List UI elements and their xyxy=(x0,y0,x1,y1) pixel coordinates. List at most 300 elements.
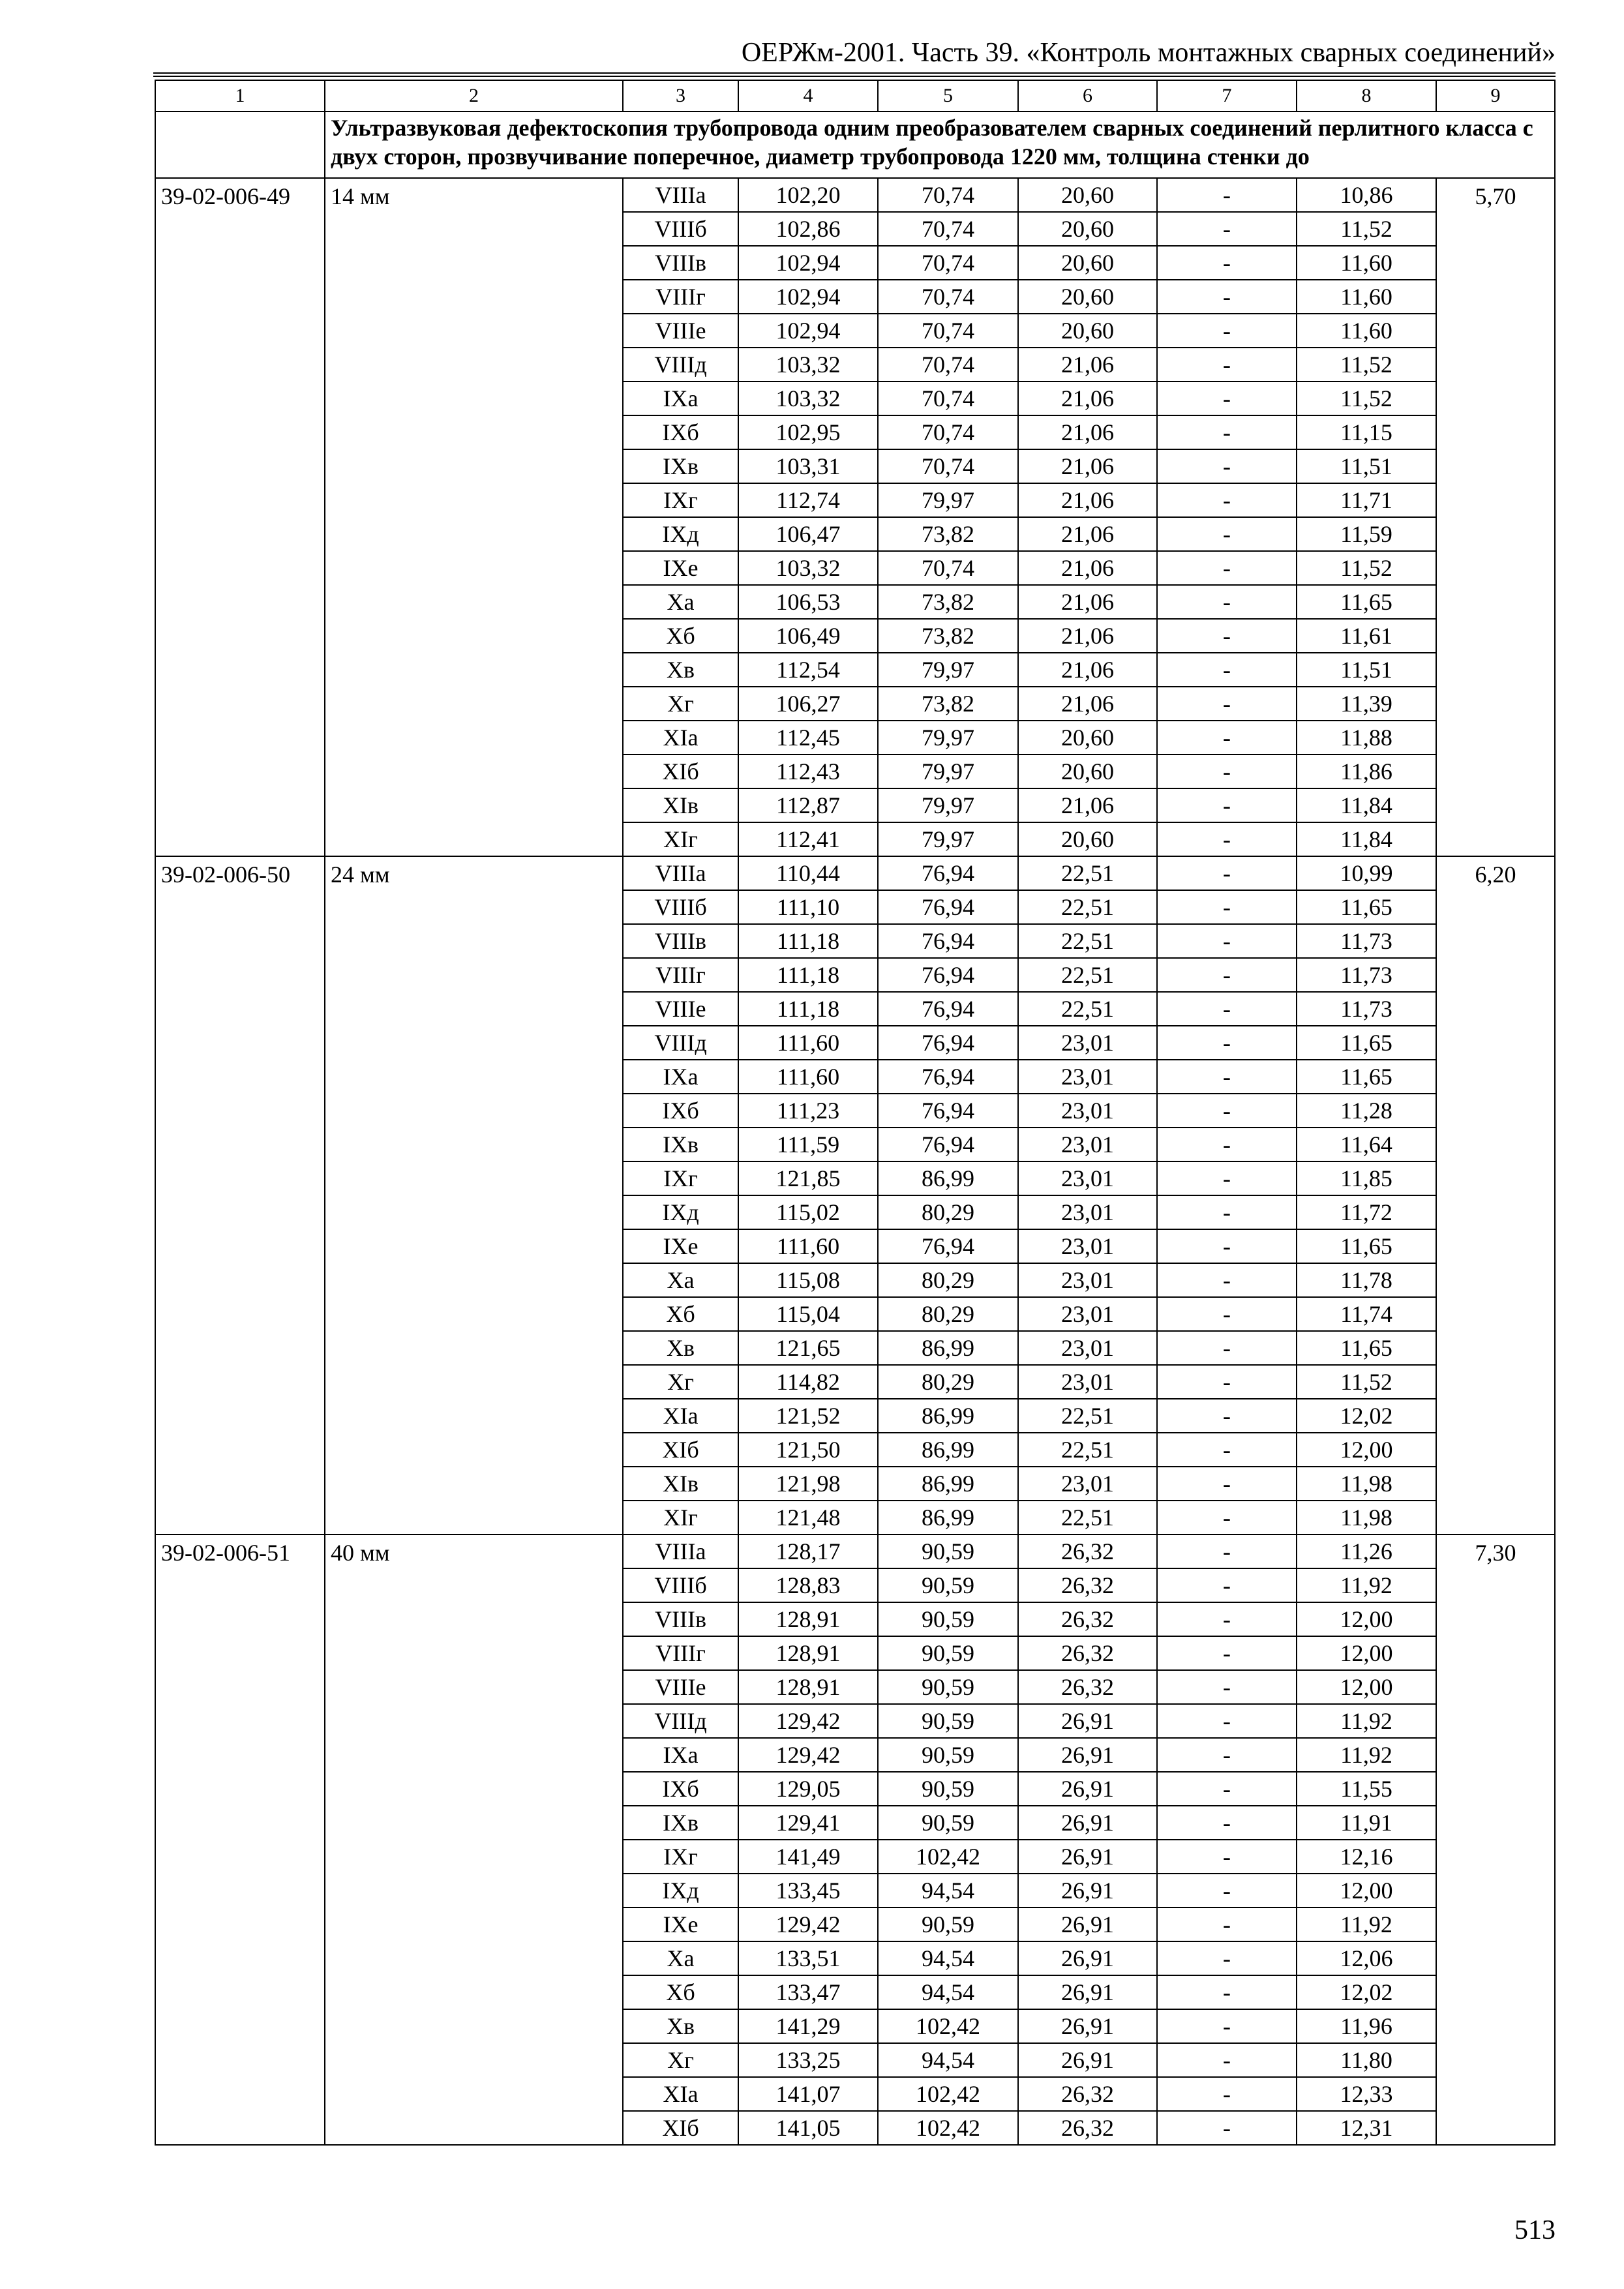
cell-c4: 114,82 xyxy=(738,1365,878,1399)
cell-c3: Xа xyxy=(623,1941,738,1975)
cell-c7: - xyxy=(1157,585,1297,619)
cell-c7: - xyxy=(1157,1060,1297,1094)
cell-c7: - xyxy=(1157,1229,1297,1263)
cell-c7: - xyxy=(1157,1975,1297,2009)
cell-c5: 76,94 xyxy=(878,1026,1018,1060)
cell-c5: 76,94 xyxy=(878,856,1018,890)
cell-c3: VIIIб xyxy=(623,212,738,246)
cell-c5: 90,59 xyxy=(878,1568,1018,1602)
cell-c8: 12,06 xyxy=(1297,1941,1436,1975)
cell-c6: 20,60 xyxy=(1018,212,1157,246)
cell-c5: 80,29 xyxy=(878,1365,1018,1399)
cell-c4: 102,94 xyxy=(738,246,878,280)
cell-c7: - xyxy=(1157,721,1297,755)
cell-c8: 11,65 xyxy=(1297,890,1436,924)
cell-c3: VIIIе xyxy=(623,314,738,348)
cell-c5: 79,97 xyxy=(878,822,1018,856)
cell-c8: 11,84 xyxy=(1297,788,1436,822)
cell-c8: 11,78 xyxy=(1297,1263,1436,1297)
cell-c5: 86,99 xyxy=(878,1399,1018,1433)
cell-c5: 79,97 xyxy=(878,721,1018,755)
cell-c7: - xyxy=(1157,1399,1297,1433)
cell-c5: 70,74 xyxy=(878,246,1018,280)
cell-c7: - xyxy=(1157,2077,1297,2111)
rate-col9: 5,70 xyxy=(1436,178,1555,856)
cell-c5: 70,74 xyxy=(878,449,1018,483)
table-row xyxy=(155,1534,1555,1568)
cell-c8: 11,65 xyxy=(1297,1331,1436,1365)
cell-c8: 11,52 xyxy=(1297,1365,1436,1399)
cell-c3: VIIIд xyxy=(623,348,738,382)
cell-c4: 112,41 xyxy=(738,822,878,856)
cell-c7: - xyxy=(1157,890,1297,924)
cell-c8: 11,51 xyxy=(1297,653,1436,687)
cell-c5: 86,99 xyxy=(878,1161,1018,1195)
cell-c5: 76,94 xyxy=(878,1094,1018,1128)
rate-description: 24 мм xyxy=(325,856,623,1534)
cell-c4: 111,10 xyxy=(738,890,878,924)
cell-c5: 102,42 xyxy=(878,2077,1018,2111)
cell-c3: XIб xyxy=(623,755,738,788)
cell-c7: - xyxy=(1157,856,1297,890)
cell-c8: 11,51 xyxy=(1297,449,1436,483)
cell-c3: IXа xyxy=(623,382,738,415)
cell-c6: 21,06 xyxy=(1018,653,1157,687)
cell-c8: 11,55 xyxy=(1297,1772,1436,1806)
cell-c4: 129,42 xyxy=(738,1738,878,1772)
cell-c7: - xyxy=(1157,1297,1297,1331)
cell-c3: Xв xyxy=(623,1331,738,1365)
cell-c3: IXд xyxy=(623,517,738,551)
cell-c7: - xyxy=(1157,1941,1297,1975)
cell-c4: 112,74 xyxy=(738,483,878,517)
cell-c8: 11,52 xyxy=(1297,348,1436,382)
cell-c4: 121,65 xyxy=(738,1331,878,1365)
cell-c5: 73,82 xyxy=(878,619,1018,653)
cell-c7: - xyxy=(1157,348,1297,382)
rate-col9: 6,20 xyxy=(1436,856,1555,1534)
cell-c7: - xyxy=(1157,1636,1297,1670)
cell-c3: Xб xyxy=(623,619,738,653)
cell-c8: 11,60 xyxy=(1297,280,1436,314)
cell-c6: 21,06 xyxy=(1018,687,1157,721)
cell-c8: 11,84 xyxy=(1297,822,1436,856)
page-header-title: ОЕРЖм-2001. Часть 39. «Контроль монтажных сварных соединений» xyxy=(741,38,1556,68)
cell-c5: 86,99 xyxy=(878,1501,1018,1534)
cell-c4: 103,32 xyxy=(738,382,878,415)
cell-c5: 79,97 xyxy=(878,755,1018,788)
cell-c5: 76,94 xyxy=(878,890,1018,924)
cell-c7: - xyxy=(1157,924,1297,958)
cell-c4: 111,18 xyxy=(738,992,878,1026)
cell-c3: VIIIд xyxy=(623,1026,738,1060)
cell-c8: 11,65 xyxy=(1297,1229,1436,1263)
cell-c3: VIIIв xyxy=(623,246,738,280)
cell-c6: 23,01 xyxy=(1018,1094,1157,1128)
cell-c4: 115,02 xyxy=(738,1195,878,1229)
cell-c4: 129,41 xyxy=(738,1806,878,1840)
cell-c5: 94,54 xyxy=(878,1874,1018,1908)
cell-c6: 21,06 xyxy=(1018,483,1157,517)
cell-c8: 11,65 xyxy=(1297,1060,1436,1094)
rate-description: 14 мм xyxy=(325,178,623,856)
cell-c7: - xyxy=(1157,415,1297,449)
cell-c8: 11,73 xyxy=(1297,924,1436,958)
cell-c4: 102,94 xyxy=(738,314,878,348)
cell-c4: 141,29 xyxy=(738,2009,878,2043)
cell-c6: 21,06 xyxy=(1018,382,1157,415)
cell-c8: 12,16 xyxy=(1297,1840,1436,1874)
cell-c6: 21,06 xyxy=(1018,415,1157,449)
cell-c5: 90,59 xyxy=(878,1670,1018,1704)
column-header: 7 xyxy=(1157,80,1297,112)
column-number-row xyxy=(155,80,1555,112)
cell-c4: 111,60 xyxy=(738,1026,878,1060)
cell-c8: 12,00 xyxy=(1297,1433,1436,1467)
cell-c7: - xyxy=(1157,755,1297,788)
column-header: 8 xyxy=(1297,80,1436,112)
cell-c5: 90,59 xyxy=(878,1534,1018,1568)
page-number: 513 xyxy=(1514,2215,1556,2245)
cell-c3: XIа xyxy=(623,721,738,755)
cell-c4: 129,05 xyxy=(738,1772,878,1806)
cell-c4: 121,85 xyxy=(738,1161,878,1195)
cell-c7: - xyxy=(1157,483,1297,517)
cell-c7: - xyxy=(1157,788,1297,822)
cell-c4: 121,52 xyxy=(738,1399,878,1433)
section-empty-cell xyxy=(155,112,325,178)
cell-c3: IXб xyxy=(623,1772,738,1806)
cell-c8: 11,98 xyxy=(1297,1501,1436,1534)
rate-description: 40 мм xyxy=(325,1534,623,2145)
cell-c8: 11,65 xyxy=(1297,1026,1436,1060)
cell-c7: - xyxy=(1157,1534,1297,1568)
cell-c3: VIIIв xyxy=(623,924,738,958)
cell-c8: 11,52 xyxy=(1297,551,1436,585)
table-row xyxy=(155,856,1555,890)
cell-c5: 90,59 xyxy=(878,1704,1018,1738)
cell-c4: 112,45 xyxy=(738,721,878,755)
cell-c8: 10,86 xyxy=(1297,178,1436,212)
cell-c4: 111,59 xyxy=(738,1128,878,1161)
cell-c8: 11,73 xyxy=(1297,992,1436,1026)
cell-c6: 23,01 xyxy=(1018,1060,1157,1094)
rate-code: 39-02-006-49 xyxy=(155,178,325,856)
cell-c4: 102,20 xyxy=(738,178,878,212)
cell-c8: 11,65 xyxy=(1297,585,1436,619)
cell-c7: - xyxy=(1157,551,1297,585)
cell-c3: XIв xyxy=(623,1467,738,1501)
cell-c8: 12,00 xyxy=(1297,1636,1436,1670)
cell-c7: - xyxy=(1157,822,1297,856)
cell-c3: IXг xyxy=(623,1161,738,1195)
cell-c6: 23,01 xyxy=(1018,1229,1157,1263)
cell-c4: 129,42 xyxy=(738,1704,878,1738)
cell-c7: - xyxy=(1157,1806,1297,1840)
cell-c4: 128,17 xyxy=(738,1534,878,1568)
cell-c3: XIг xyxy=(623,1501,738,1534)
cell-c4: 102,86 xyxy=(738,212,878,246)
cell-c7: - xyxy=(1157,619,1297,653)
cell-c8: 11,98 xyxy=(1297,1467,1436,1501)
cell-c5: 79,97 xyxy=(878,653,1018,687)
cell-c8: 11,52 xyxy=(1297,212,1436,246)
cell-c5: 102,42 xyxy=(878,2111,1018,2145)
cell-c4: 115,08 xyxy=(738,1263,878,1297)
cell-c8: 12,00 xyxy=(1297,1874,1436,1908)
cell-c6: 22,51 xyxy=(1018,992,1157,1026)
cell-c6: 26,91 xyxy=(1018,2043,1157,2077)
cell-c5: 90,59 xyxy=(878,1602,1018,1636)
cell-c3: IXв xyxy=(623,449,738,483)
cell-c3: XIа xyxy=(623,2077,738,2111)
cell-c7: - xyxy=(1157,1704,1297,1738)
cell-c5: 76,94 xyxy=(878,1060,1018,1094)
cell-c5: 86,99 xyxy=(878,1467,1018,1501)
cell-c6: 20,60 xyxy=(1018,721,1157,755)
cell-c6: 23,01 xyxy=(1018,1331,1157,1365)
cell-c7: - xyxy=(1157,1094,1297,1128)
cell-c8: 11,85 xyxy=(1297,1161,1436,1195)
cell-c7: - xyxy=(1157,212,1297,246)
cell-c6: 26,91 xyxy=(1018,1738,1157,1772)
cell-c8: 11,52 xyxy=(1297,382,1436,415)
cell-c3: VIIIг xyxy=(623,958,738,992)
cell-c4: 106,53 xyxy=(738,585,878,619)
cell-c5: 80,29 xyxy=(878,1297,1018,1331)
cell-c3: IXг xyxy=(623,483,738,517)
cell-c4: 141,05 xyxy=(738,2111,878,2145)
column-header: 5 xyxy=(878,80,1018,112)
cell-c7: - xyxy=(1157,2009,1297,2043)
cell-c3: IXа xyxy=(623,1060,738,1094)
cell-c3: Xа xyxy=(623,585,738,619)
cell-c6: 26,32 xyxy=(1018,1636,1157,1670)
cell-c3: VIIIв xyxy=(623,1602,738,1636)
cell-c7: - xyxy=(1157,1568,1297,1602)
cell-c3: VIIIб xyxy=(623,1568,738,1602)
cell-c8: 12,33 xyxy=(1297,2077,1436,2111)
cell-c5: 80,29 xyxy=(878,1263,1018,1297)
cell-c3: XIг xyxy=(623,822,738,856)
cell-c6: 23,01 xyxy=(1018,1026,1157,1060)
cell-c4: 110,44 xyxy=(738,856,878,890)
cell-c8: 11,91 xyxy=(1297,1806,1436,1840)
rate-code: 39-02-006-51 xyxy=(155,1534,325,2145)
cell-c3: XIб xyxy=(623,1433,738,1467)
cell-c4: 141,07 xyxy=(738,2077,878,2111)
cell-c5: 70,74 xyxy=(878,178,1018,212)
cell-c7: - xyxy=(1157,2111,1297,2145)
cell-c3: IXб xyxy=(623,1094,738,1128)
cell-c7: - xyxy=(1157,1670,1297,1704)
cell-c3: IXг xyxy=(623,1840,738,1874)
section-row xyxy=(155,112,1555,178)
cell-c6: 23,01 xyxy=(1018,1263,1157,1297)
cell-c5: 70,74 xyxy=(878,382,1018,415)
cell-c6: 21,06 xyxy=(1018,551,1157,585)
cell-c4: 128,91 xyxy=(738,1602,878,1636)
cell-c3: IXв xyxy=(623,1128,738,1161)
cell-c8: 11,28 xyxy=(1297,1094,1436,1128)
cell-c6: 23,01 xyxy=(1018,1128,1157,1161)
cell-c5: 90,59 xyxy=(878,1772,1018,1806)
cell-c7: - xyxy=(1157,1195,1297,1229)
cell-c5: 94,54 xyxy=(878,1941,1018,1975)
cell-c4: 111,18 xyxy=(738,958,878,992)
cell-c6: 23,01 xyxy=(1018,1467,1157,1501)
cell-c6: 26,91 xyxy=(1018,1704,1157,1738)
cell-c8: 11,61 xyxy=(1297,619,1436,653)
cell-c6: 21,06 xyxy=(1018,449,1157,483)
cell-c6: 23,01 xyxy=(1018,1195,1157,1229)
cell-c5: 94,54 xyxy=(878,2043,1018,2077)
column-header: 3 xyxy=(623,80,738,112)
cell-c3: IXе xyxy=(623,1229,738,1263)
cell-c6: 26,32 xyxy=(1018,1568,1157,1602)
cell-c7: - xyxy=(1157,1840,1297,1874)
cell-c8: 12,02 xyxy=(1297,1975,1436,2009)
cell-c8: 11,73 xyxy=(1297,958,1436,992)
table-header xyxy=(155,80,1555,112)
column-header: 9 xyxy=(1436,80,1555,112)
cell-c7: - xyxy=(1157,687,1297,721)
cell-c6: 22,51 xyxy=(1018,924,1157,958)
cell-c4: 102,94 xyxy=(738,280,878,314)
column-header: 6 xyxy=(1018,80,1157,112)
column-header: 1 xyxy=(155,80,325,112)
cell-c4: 103,31 xyxy=(738,449,878,483)
header-rule xyxy=(153,72,1556,77)
cell-c3: VIIIг xyxy=(623,1636,738,1670)
cell-c5: 79,97 xyxy=(878,788,1018,822)
cell-c7: - xyxy=(1157,1874,1297,1908)
cell-c6: 26,91 xyxy=(1018,1908,1157,1941)
cell-c5: 102,42 xyxy=(878,1840,1018,1874)
cell-c7: - xyxy=(1157,2043,1297,2077)
cell-c8: 11,26 xyxy=(1297,1534,1436,1568)
cell-c6: 21,06 xyxy=(1018,348,1157,382)
cell-c4: 121,98 xyxy=(738,1467,878,1501)
column-header: 4 xyxy=(738,80,878,112)
cell-c6: 26,32 xyxy=(1018,2111,1157,2145)
cell-c3: IXд xyxy=(623,1195,738,1229)
cell-c7: - xyxy=(1157,1467,1297,1501)
cell-c5: 90,59 xyxy=(878,1806,1018,1840)
cell-c3: Xг xyxy=(623,1365,738,1399)
cell-c7: - xyxy=(1157,246,1297,280)
cell-c4: 106,47 xyxy=(738,517,878,551)
cell-c8: 11,60 xyxy=(1297,314,1436,348)
cell-c5: 70,74 xyxy=(878,348,1018,382)
cell-c4: 129,42 xyxy=(738,1908,878,1941)
cell-c5: 90,59 xyxy=(878,1738,1018,1772)
cell-c6: 26,91 xyxy=(1018,1840,1157,1874)
cell-c3: VIIIа xyxy=(623,856,738,890)
cell-c8: 11,88 xyxy=(1297,721,1436,755)
table-body xyxy=(155,112,1555,2145)
cell-c7: - xyxy=(1157,1738,1297,1772)
cell-c6: 22,51 xyxy=(1018,890,1157,924)
cell-c6: 26,32 xyxy=(1018,1602,1157,1636)
cell-c5: 76,94 xyxy=(878,1229,1018,1263)
cell-c5: 90,59 xyxy=(878,1908,1018,1941)
cell-c4: 106,49 xyxy=(738,619,878,653)
cell-c3: Xб xyxy=(623,1297,738,1331)
cell-c7: - xyxy=(1157,1026,1297,1060)
cell-c8: 11,64 xyxy=(1297,1128,1436,1161)
cell-c8: 11,80 xyxy=(1297,2043,1436,2077)
cell-c8: 11,92 xyxy=(1297,1908,1436,1941)
cell-c5: 90,59 xyxy=(878,1636,1018,1670)
cell-c4: 115,04 xyxy=(738,1297,878,1331)
cell-c8: 11,92 xyxy=(1297,1568,1436,1602)
cell-c5: 76,94 xyxy=(878,924,1018,958)
cell-c6: 26,91 xyxy=(1018,1941,1157,1975)
cell-c4: 133,25 xyxy=(738,2043,878,2077)
rate-code: 39-02-006-50 xyxy=(155,856,325,1534)
cell-c6: 21,06 xyxy=(1018,585,1157,619)
cell-c6: 22,51 xyxy=(1018,958,1157,992)
cell-c4: 111,60 xyxy=(738,1229,878,1263)
cell-c6: 26,91 xyxy=(1018,1975,1157,2009)
cell-c6: 20,60 xyxy=(1018,246,1157,280)
cell-c6: 26,91 xyxy=(1018,1806,1157,1840)
cell-c5: 73,82 xyxy=(878,517,1018,551)
cell-c4: 128,91 xyxy=(738,1636,878,1670)
cell-c3: Xг xyxy=(623,2043,738,2077)
cell-c3: Xв xyxy=(623,653,738,687)
cell-c5: 94,54 xyxy=(878,1975,1018,2009)
cell-c4: 103,32 xyxy=(738,551,878,585)
cell-c4: 112,54 xyxy=(738,653,878,687)
cell-c7: - xyxy=(1157,280,1297,314)
cell-c7: - xyxy=(1157,992,1297,1026)
cell-c4: 141,49 xyxy=(738,1840,878,1874)
column-header: 2 xyxy=(325,80,623,112)
cell-c5: 73,82 xyxy=(878,687,1018,721)
cell-c6: 26,91 xyxy=(1018,2009,1157,2043)
cell-c7: - xyxy=(1157,449,1297,483)
cell-c4: 128,83 xyxy=(738,1568,878,1602)
cell-c6: 20,60 xyxy=(1018,755,1157,788)
cell-c3: IXв xyxy=(623,1806,738,1840)
cell-c7: - xyxy=(1157,1433,1297,1467)
cell-c5: 102,42 xyxy=(878,2009,1018,2043)
cell-c3: XIб xyxy=(623,2111,738,2145)
cell-c5: 76,94 xyxy=(878,1128,1018,1161)
cell-c4: 112,43 xyxy=(738,755,878,788)
cell-c3: VIIIб xyxy=(623,890,738,924)
cell-c5: 70,74 xyxy=(878,280,1018,314)
cell-c8: 12,00 xyxy=(1297,1670,1436,1704)
cell-c6: 23,01 xyxy=(1018,1161,1157,1195)
cell-c4: 111,18 xyxy=(738,924,878,958)
cell-c6: 21,06 xyxy=(1018,619,1157,653)
cell-c6: 23,01 xyxy=(1018,1297,1157,1331)
cell-c4: 103,32 xyxy=(738,348,878,382)
cell-c4: 111,60 xyxy=(738,1060,878,1094)
cell-c6: 21,06 xyxy=(1018,517,1157,551)
cell-c3: XIа xyxy=(623,1399,738,1433)
cell-c3: VIIIг xyxy=(623,280,738,314)
cell-c3: VIIIе xyxy=(623,992,738,1026)
cell-c6: 26,32 xyxy=(1018,1534,1157,1568)
cell-c8: 11,60 xyxy=(1297,246,1436,280)
cell-c4: 111,23 xyxy=(738,1094,878,1128)
section-title: Ультразвуковая дефектоскопия трубопровода одним преобразователем сварных соединений перлитного класса с двух сторон, прозвучивание поперечное, диаметр трубопровода 1220 мм, толщина стенки до xyxy=(325,112,1555,178)
cell-c5: 73,82 xyxy=(878,585,1018,619)
